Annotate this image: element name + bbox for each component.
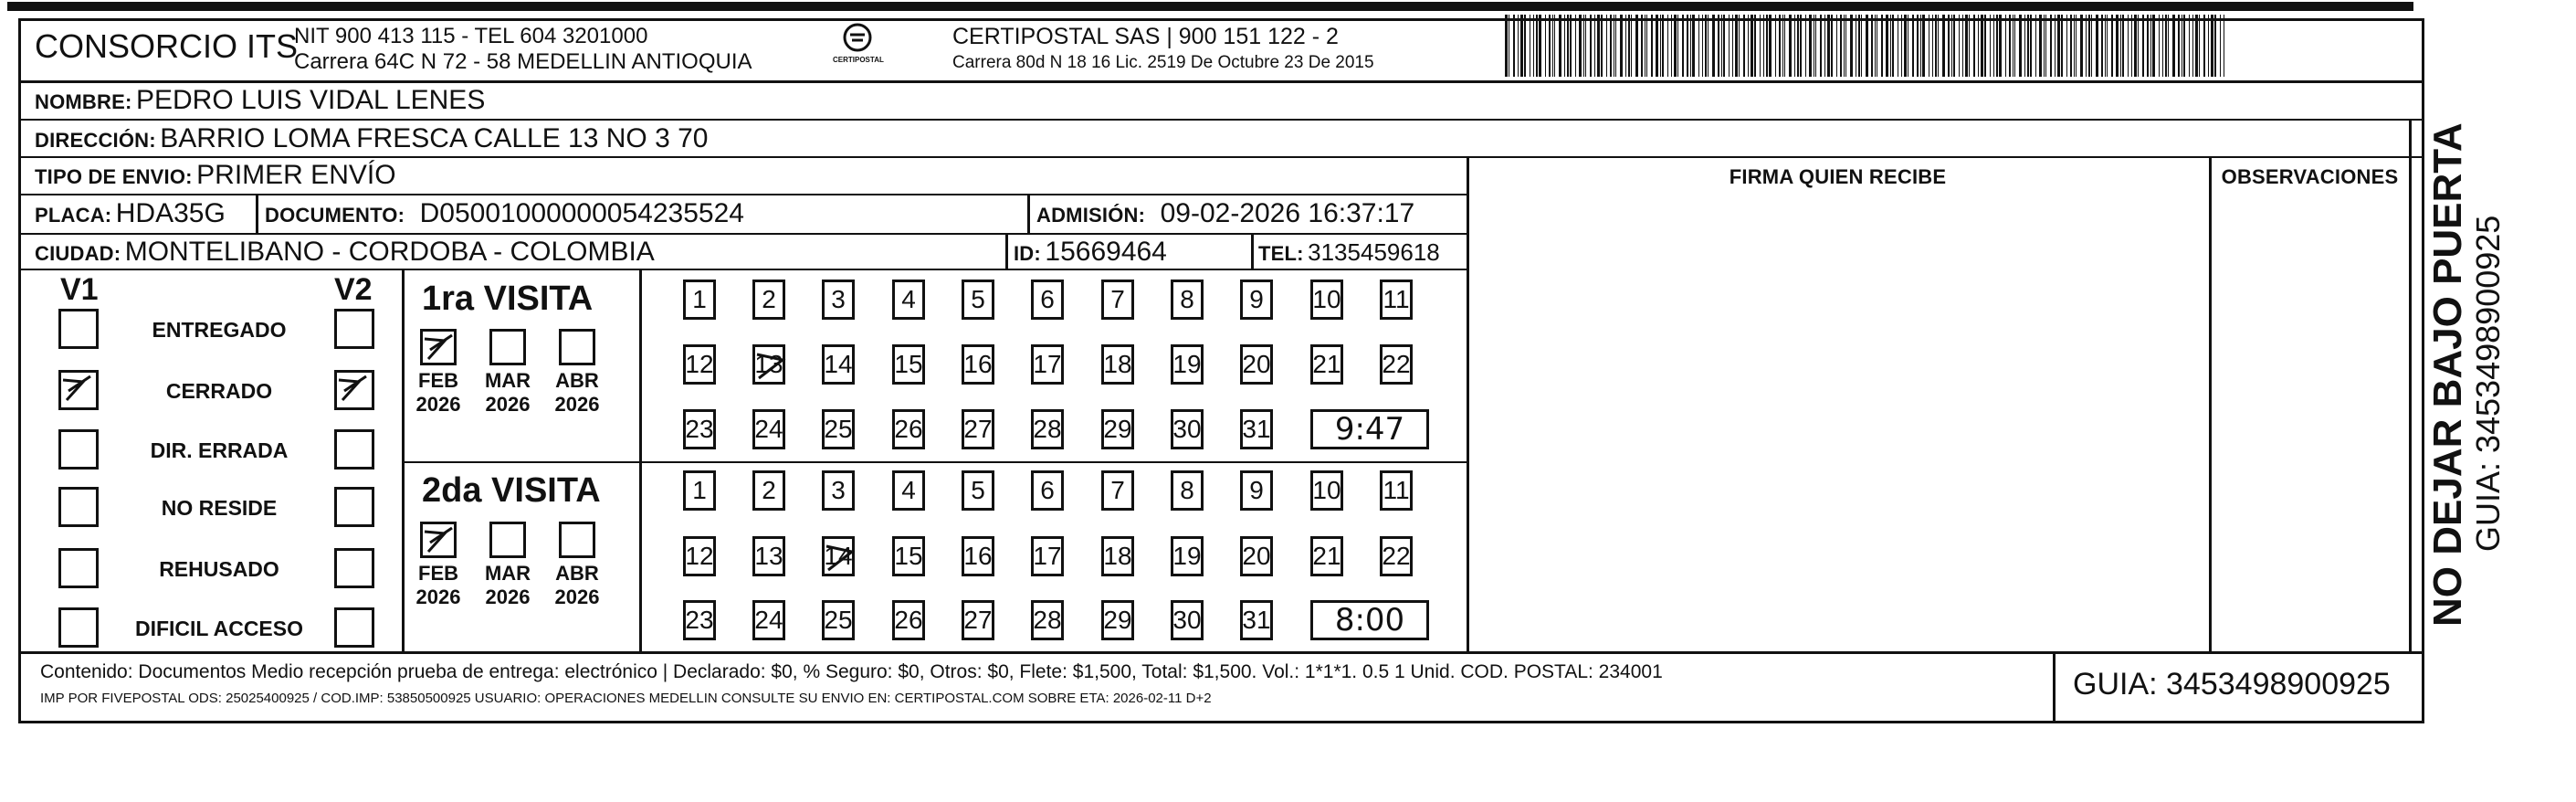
status-v2-checkbox[interactable] [334, 370, 374, 410]
direccion-label: DIRECCIÓN: [35, 129, 156, 152]
tipo-row [35, 160, 396, 191]
visita2-month-checkbox[interactable] [559, 522, 595, 558]
visita2-day-box[interactable]: 7 [1101, 470, 1134, 511]
visita2-month-name: FEB [418, 562, 458, 585]
placa-value: HDA35G [115, 198, 226, 228]
visita2-day-box[interactable]: 27 [962, 600, 994, 640]
visita1-day-box[interactable]: 13 [752, 344, 785, 385]
status-v2-checkbox[interactable] [334, 309, 374, 349]
status-label: REHUSADO [159, 557, 279, 581]
visita2-month-year: 2026 [415, 586, 461, 608]
visita1-day-box[interactable]: 15 [892, 344, 925, 385]
divider [639, 269, 642, 653]
handwritten-check-icon [421, 522, 457, 559]
visita2-day-box[interactable]: 29 [1101, 600, 1134, 640]
v1-header: V1 [60, 272, 99, 307]
visita1-month-name: MAR [484, 369, 531, 392]
handwritten-strike-icon [825, 539, 857, 575]
footer-print-info: IMP POR FIVEPOSTAL ODS: 25025400925 / COD.IMP: 53850500925 USUARIO: OPERACIONES MEDELLIN CONSULTE SU ENVIO EN: CERTIPOSTAL.COM SOBRE ETA: 2026-02-11 D+2 [40, 691, 1212, 706]
visita2-month-checkbox[interactable] [489, 522, 526, 558]
visita1-day-box[interactable]: 20 [1240, 344, 1273, 385]
visita1-month-year: 2026 [415, 393, 461, 416]
visita2-day-box[interactable]: 24 [752, 600, 785, 640]
id-cell [1014, 237, 1167, 268]
status-label: NO RESIDE [161, 496, 278, 520]
visita1-day-box[interactable]: 26 [892, 409, 925, 449]
handwritten-check-icon [421, 330, 457, 366]
visita2-day-box[interactable]: 6 [1031, 470, 1064, 511]
visita2-day-box[interactable]: 10 [1310, 470, 1343, 511]
visita2-day-box[interactable]: 2 [752, 470, 785, 511]
visita1-month-label [480, 369, 535, 417]
visita2-day-box[interactable]: 3 [822, 470, 855, 511]
admision-label: ADMISIÓN: [1036, 204, 1146, 227]
visita2-day-box[interactable]: 9 [1240, 470, 1273, 511]
footer-guia: GUIA: 3453498900925 [2073, 667, 2391, 702]
carrier-logo-text: CERTIPOSTAL [833, 56, 884, 64]
documento-cell [265, 198, 744, 229]
documento-label: DOCUMENTO: [265, 204, 405, 227]
visita1-month-name: FEB [418, 369, 458, 392]
visita2-day-box[interactable]: 5 [962, 470, 994, 511]
divider [402, 269, 405, 653]
visita1-month-checkbox[interactable] [489, 329, 526, 365]
visita2-time-box[interactable]: 8:00 [1310, 600, 1429, 640]
tel-label: TEL: [1258, 242, 1304, 265]
divider [18, 194, 1468, 195]
status-v1-checkbox[interactable] [58, 429, 99, 470]
id-value: 15669464 [1045, 237, 1167, 267]
visita2-day-box[interactable]: 11 [1380, 470, 1413, 511]
visita1-day-box[interactable]: 22 [1380, 344, 1413, 385]
id-label: ID: [1014, 242, 1041, 265]
tipo-value: PRIMER ENVÍO [196, 160, 396, 190]
visita1-day-box[interactable]: 3 [822, 280, 855, 320]
divider [1027, 194, 1030, 234]
visita1-day-box[interactable]: 2 [752, 280, 785, 320]
visita2-day-box[interactable]: 17 [1031, 536, 1064, 576]
visita2-day-box[interactable]: 16 [962, 536, 994, 576]
divider [402, 461, 1468, 463]
side-guia: GUIA: 3453498900925 [2469, 215, 2507, 552]
visita2-day-box[interactable]: 26 [892, 600, 925, 640]
company-address: Carrera 64C N 72 - 58 MEDELLIN ANTIOQUIA [294, 49, 752, 74]
visita2-day-box[interactable]: 14 [822, 536, 855, 576]
handwritten-check-icon [335, 371, 372, 407]
v2-header: V2 [334, 272, 373, 307]
visita2-month-name: MAR [484, 562, 531, 585]
nombre-value: PEDRO LUIS VIDAL LENES [135, 85, 486, 115]
ciudad-cell [35, 237, 655, 268]
documento-value: D05001000000054235524 [419, 198, 744, 228]
visita1-day-box[interactable]: 18 [1101, 344, 1134, 385]
top-edge-bar [7, 2, 2413, 11]
status-v2-checkbox[interactable] [334, 607, 374, 648]
placa-cell [35, 198, 226, 229]
status-v1-checkbox[interactable] [58, 548, 99, 588]
carrier-address: Carrera 80d N 18 16 Lic. 2519 De Octubre 23 De 2015 [952, 53, 1374, 72]
visita2-day-box[interactable]: 25 [822, 600, 855, 640]
status-label: ENTREGADO [152, 318, 287, 342]
footer-content: Contenido: Documentos Medio recepción prueba de entrega: electrónico | Declarado: $0, % Seguro: $0, Otros: $0, Flete: $1,500, Total: $1,500. Vol.: 1*1*1. 0.5 1 Unid. COD. POSTAL: 234001 [40, 661, 1663, 682]
ciudad-value: MONTELIBANO - CORDOBA - COLOMBIA [124, 237, 655, 267]
visita2-day-box[interactable]: 12 [683, 536, 716, 576]
handwritten-strike-icon [755, 347, 788, 384]
visita2-month-label [480, 562, 535, 609]
tel-cell [1258, 238, 1440, 267]
divider [18, 156, 2424, 158]
visita1-day-box[interactable]: 12 [683, 344, 716, 385]
visita1-title: 1ra VISITA [422, 280, 594, 318]
visita2-month-name: ABR [555, 562, 599, 585]
visita1-day-box[interactable]: 4 [892, 280, 925, 320]
visita1-day-box[interactable]: 7 [1101, 280, 1134, 320]
visita2-day-box[interactable]: 23 [683, 600, 716, 640]
visita2-month-label [550, 562, 605, 609]
visita1-day-box[interactable]: 28 [1031, 409, 1064, 449]
visita1-day-box[interactable]: 30 [1171, 409, 1204, 449]
company-nit: NIT 900 413 115 - TEL 604 3201000 [294, 24, 648, 48]
divider [1467, 156, 1469, 653]
visita1-day-box[interactable]: 24 [752, 409, 785, 449]
visita1-day-box[interactable]: 29 [1101, 409, 1134, 449]
divider [2053, 651, 2056, 723]
visita1-day-box[interactable]: 25 [822, 409, 855, 449]
visita2-title: 2da VISITA [422, 471, 601, 510]
status-v1-checkbox[interactable] [58, 607, 99, 648]
divider [2409, 119, 2412, 653]
visita2-day-box[interactable]: 18 [1101, 536, 1134, 576]
ciudad-label: CIUDAD: [35, 242, 121, 265]
visita2-day-box[interactable]: 30 [1171, 600, 1204, 640]
admision-cell [1036, 198, 1414, 229]
visita1-day-box[interactable]: 21 [1310, 344, 1343, 385]
status-v2-checkbox[interactable] [334, 429, 374, 470]
visita2-day-box[interactable]: 15 [892, 536, 925, 576]
divider [18, 119, 2424, 121]
visita2-month-checkbox[interactable] [420, 522, 457, 558]
divider [1251, 233, 1254, 270]
placa-label: PLACA: [35, 204, 112, 227]
observaciones-header: OBSERVACIONES [2221, 165, 2399, 188]
divider [18, 651, 2424, 654]
visita1-day-box[interactable]: 16 [962, 344, 994, 385]
divider [2209, 156, 2212, 653]
status-label: DIR. ERRADA [150, 438, 289, 462]
visita1-day-box[interactable]: 8 [1171, 280, 1204, 320]
side-warning: NO DEJAR BAJO PUERTA [2425, 122, 2470, 627]
visita2-day-box[interactable]: 1 [683, 470, 716, 511]
status-v1-checkbox[interactable] [58, 487, 99, 527]
visita1-time-box[interactable]: 9:47 [1310, 409, 1429, 449]
tel-value: 3135459618 [1308, 238, 1440, 266]
visita1-day-box[interactable]: 5 [962, 280, 994, 320]
status-v2-checkbox[interactable] [334, 487, 374, 527]
visita1-day-box[interactable]: 23 [683, 409, 716, 449]
visita1-day-box[interactable]: 27 [962, 409, 994, 449]
visita2-day-box[interactable]: 31 [1240, 600, 1273, 640]
visita2-day-box[interactable]: 8 [1171, 470, 1204, 511]
visita2-day-box[interactable]: 28 [1031, 600, 1064, 640]
company-name: CONSORCIO ITS [35, 27, 299, 65]
visita1-day-box[interactable]: 11 [1380, 280, 1413, 320]
visita1-month-name: ABR [555, 369, 599, 392]
visita1-day-box[interactable]: 6 [1031, 280, 1064, 320]
direccion-value: BARRIO LOMA FRESCA CALLE 13 NO 3 70 [160, 123, 709, 153]
nombre-label: NOMBRE: [35, 90, 132, 113]
firma-header: FIRMA QUIEN RECIBE [1729, 165, 1947, 188]
status-v2-checkbox[interactable] [334, 548, 374, 588]
status-label: CERRADO [165, 379, 273, 403]
visita2-month-year: 2026 [485, 586, 531, 608]
visita1-month-checkbox[interactable] [420, 329, 457, 365]
visita1-day-box[interactable]: 14 [822, 344, 855, 385]
admision-value: 09-02-2026 16:37:17 [1160, 198, 1415, 228]
nombre-row [35, 85, 485, 116]
visita1-day-box[interactable]: 1 [683, 280, 716, 320]
visita2-day-box[interactable]: 13 [752, 536, 785, 576]
visita2-day-box[interactable]: 21 [1310, 536, 1343, 576]
visita2-day-box[interactable]: 20 [1240, 536, 1273, 576]
visita1-day-box[interactable]: 17 [1031, 344, 1064, 385]
status-v1-checkbox[interactable] [58, 370, 99, 410]
visita1-day-box[interactable]: 9 [1240, 280, 1273, 320]
visita1-month-year: 2026 [554, 393, 600, 416]
status-label: DIFICIL ACCESO [134, 617, 303, 640]
divider [256, 194, 258, 234]
visita2-month-year: 2026 [554, 586, 600, 608]
direccion-row [35, 123, 708, 154]
visita2-month-label [411, 562, 466, 609]
carrier-name: CERTIPOSTAL SAS | 900 151 122 - 2 [952, 24, 1339, 49]
visita1-day-box[interactable]: 31 [1240, 409, 1273, 449]
divider [18, 80, 2424, 83]
status-v1-checkbox[interactable] [58, 309, 99, 349]
visita1-month-checkbox[interactable] [559, 329, 595, 365]
visita2-day-box[interactable]: 22 [1380, 536, 1413, 576]
visita1-month-year: 2026 [485, 393, 531, 416]
divider [1005, 233, 1008, 270]
visita2-day-box[interactable]: 19 [1171, 536, 1204, 576]
handwritten-check-icon [59, 371, 96, 407]
visita2-day-box[interactable]: 4 [892, 470, 925, 511]
visita1-day-box[interactable]: 19 [1171, 344, 1204, 385]
visita1-month-label [550, 369, 605, 417]
visita1-month-label [411, 369, 466, 417]
visita1-day-box[interactable]: 10 [1310, 280, 1343, 320]
tipo-label: TIPO DE ENVIO: [35, 165, 193, 188]
